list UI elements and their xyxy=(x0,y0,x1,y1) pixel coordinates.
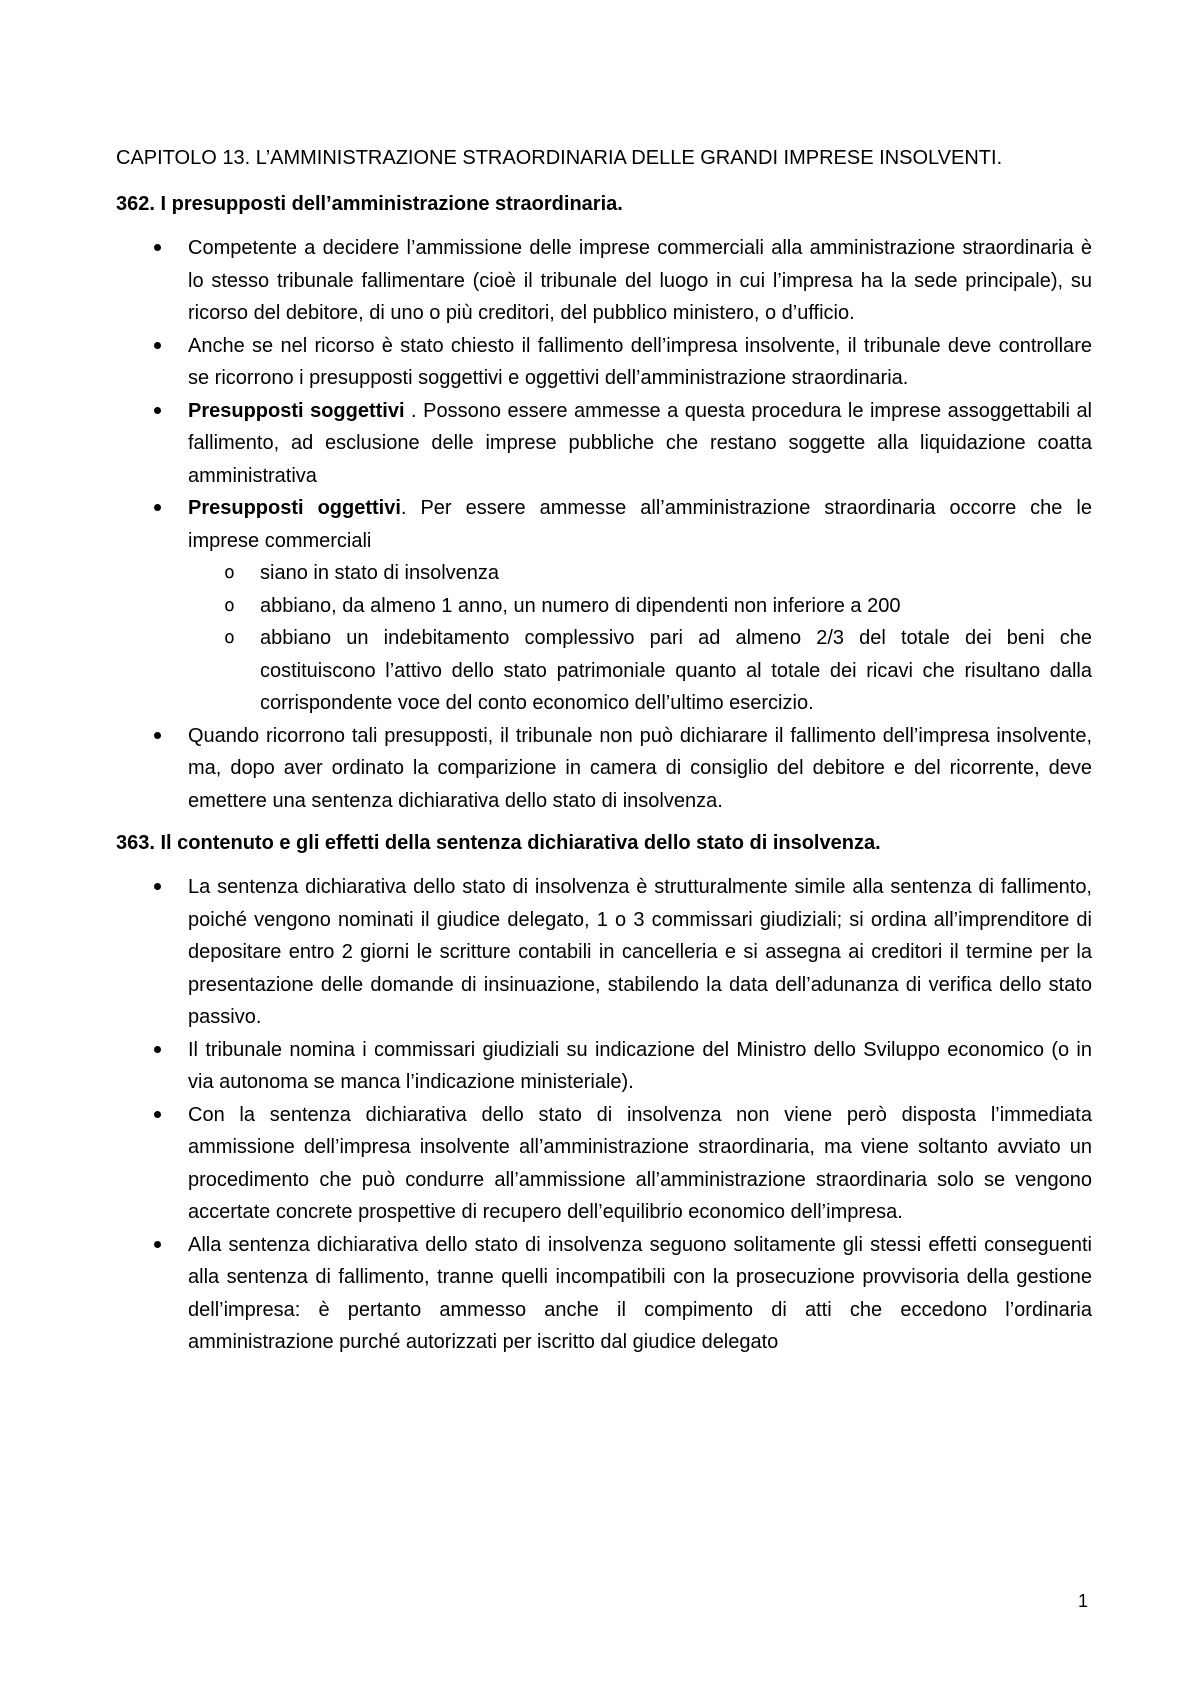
bullet-text: Alla sentenza dichiarativa dello stato di insolvenza seguono solitamente gli stessi effetti conseguenti alla sentenza di fallimento, tranne quelli incompatibili con la prosecuzione provvisoria della gestione dell’impresa: è pertanto ammesso anche il compimento di atti che eccedono l’ordinaria amministrazione purché autorizzati per iscritto dal giudice delegato xyxy=(188,1233,1092,1353)
list-item xyxy=(116,1229,1092,1359)
bullet-text: Quando ricorrono tali presupposti, il tribunale non può dichiarare il fallimento dell’impresa insolvente, ma, dopo aver ordinato la comparizione in camera di consiglio del debitore e del ricorrente, deve emettere una sentenza dichiarativa dello stato di insolvenza. xyxy=(188,724,1092,812)
list-item xyxy=(116,871,1092,1034)
list-item xyxy=(116,492,1092,720)
list-item xyxy=(116,720,1092,818)
sub-list-item: o abbiano, da almeno 1 anno, un numero di dipendenti non inferiore a 200 xyxy=(188,590,1092,623)
list-item xyxy=(116,330,1092,395)
page-number: 1 xyxy=(1077,1591,1088,1611)
document-page xyxy=(116,142,1092,1369)
list-item xyxy=(116,395,1092,493)
sub-list-item: o siano in stato di insolvenza xyxy=(188,557,1092,590)
bullet-text: Competente a decidere l’ammissione delle imprese commerciali alla amministrazione straordinaria è lo stesso tribunale fallimentare (cioè il tribunale del luogo in cui l’impresa ha la sede principale), su ricorso del debitore, di uno o più creditori, del pubblico ministero, o d’ufficio. xyxy=(188,237,1092,324)
sub-list xyxy=(188,557,1092,720)
bullet-bold-lead: Presupposti oggettivi xyxy=(188,497,401,519)
bullet-bold-lead: Presupposti soggettivi xyxy=(188,399,405,422)
bullet-text: Con la sentenza dichiarativa dello stato di insolvenza non viene però disposta l’immediata ammissione dell’impresa insolvente all’amministrazione straordinaria, ma viene soltanto avviato un procedimento che può condurre all’ammissione all’amministrazione straordinaria solo se vengono accertate concrete prospettive di recupero dell’equilibrio economico dell’impresa. xyxy=(188,1103,1092,1223)
bullet-text: . Per essere ammesse all’amministrazione straordinaria occorre che le imprese commerciali xyxy=(188,497,1092,552)
bullet-text: . Possono essere ammesse a questa procedura le imprese assoggettabili al fallimento, ad esclusione delle imprese pubbliche che restano soggette alla liquidazione coatta amministrativa xyxy=(188,399,1093,487)
list-item xyxy=(116,232,1092,330)
list-item xyxy=(116,1034,1092,1099)
bullet-list-362 xyxy=(116,232,1092,817)
section-title-362: 362. I presupposti dell’amministrazione straordinaria. xyxy=(116,193,623,215)
list-item xyxy=(116,1099,1092,1229)
sub-list-item: o abbiano un indebitamento complessivo pari ad almeno 2/3 del totale dei beni che costituiscono l’attivo dello stato patrimoniale quanto al totale dei ricavi che risultano dalla corrispondente voce del conto economico dell’ultimo esercizio. xyxy=(188,622,1092,720)
chapter-title: CAPITOLO 13. L’AMMINISTRAZIONE STRAORDINARIA DELLE GRANDI IMPRESE INSOLVENTI. xyxy=(116,147,1003,169)
bullet-text: Il tribunale nomina i commissari giudiziali su indicazione del Ministro dello Sviluppo economico (o in via autonoma se manca l’indicazione ministeriale). xyxy=(188,1038,1092,1093)
bullet-list-363 xyxy=(116,871,1092,1359)
section-title-363: 363. Il contenuto e gli effetti della sentenza dichiarativa dello stato di insolvenza. xyxy=(116,832,881,854)
bullet-text: Anche se nel ricorso è stato chiesto il fallimento dell’impresa insolvente, il tribunale deve controllare se ricorrono i presupposti soggettivi e oggettivi dell’amministrazione straordinaria. xyxy=(188,334,1092,389)
bullet-text: La sentenza dichiarativa dello stato di insolvenza è strutturalmente simile alla sentenza di fallimento, poiché vengono nominati il giudice delegato, 1 o 3 commissari giudiziali; si ordina all’imprenditore di depositare entro 2 giorni le scritture contabili in cancelleria e si assegna ai creditori il termine per la presentazione delle domande di insinuazione, stabilendo la data dell’adunanza di verifica dello stato passivo. xyxy=(188,876,1092,1028)
